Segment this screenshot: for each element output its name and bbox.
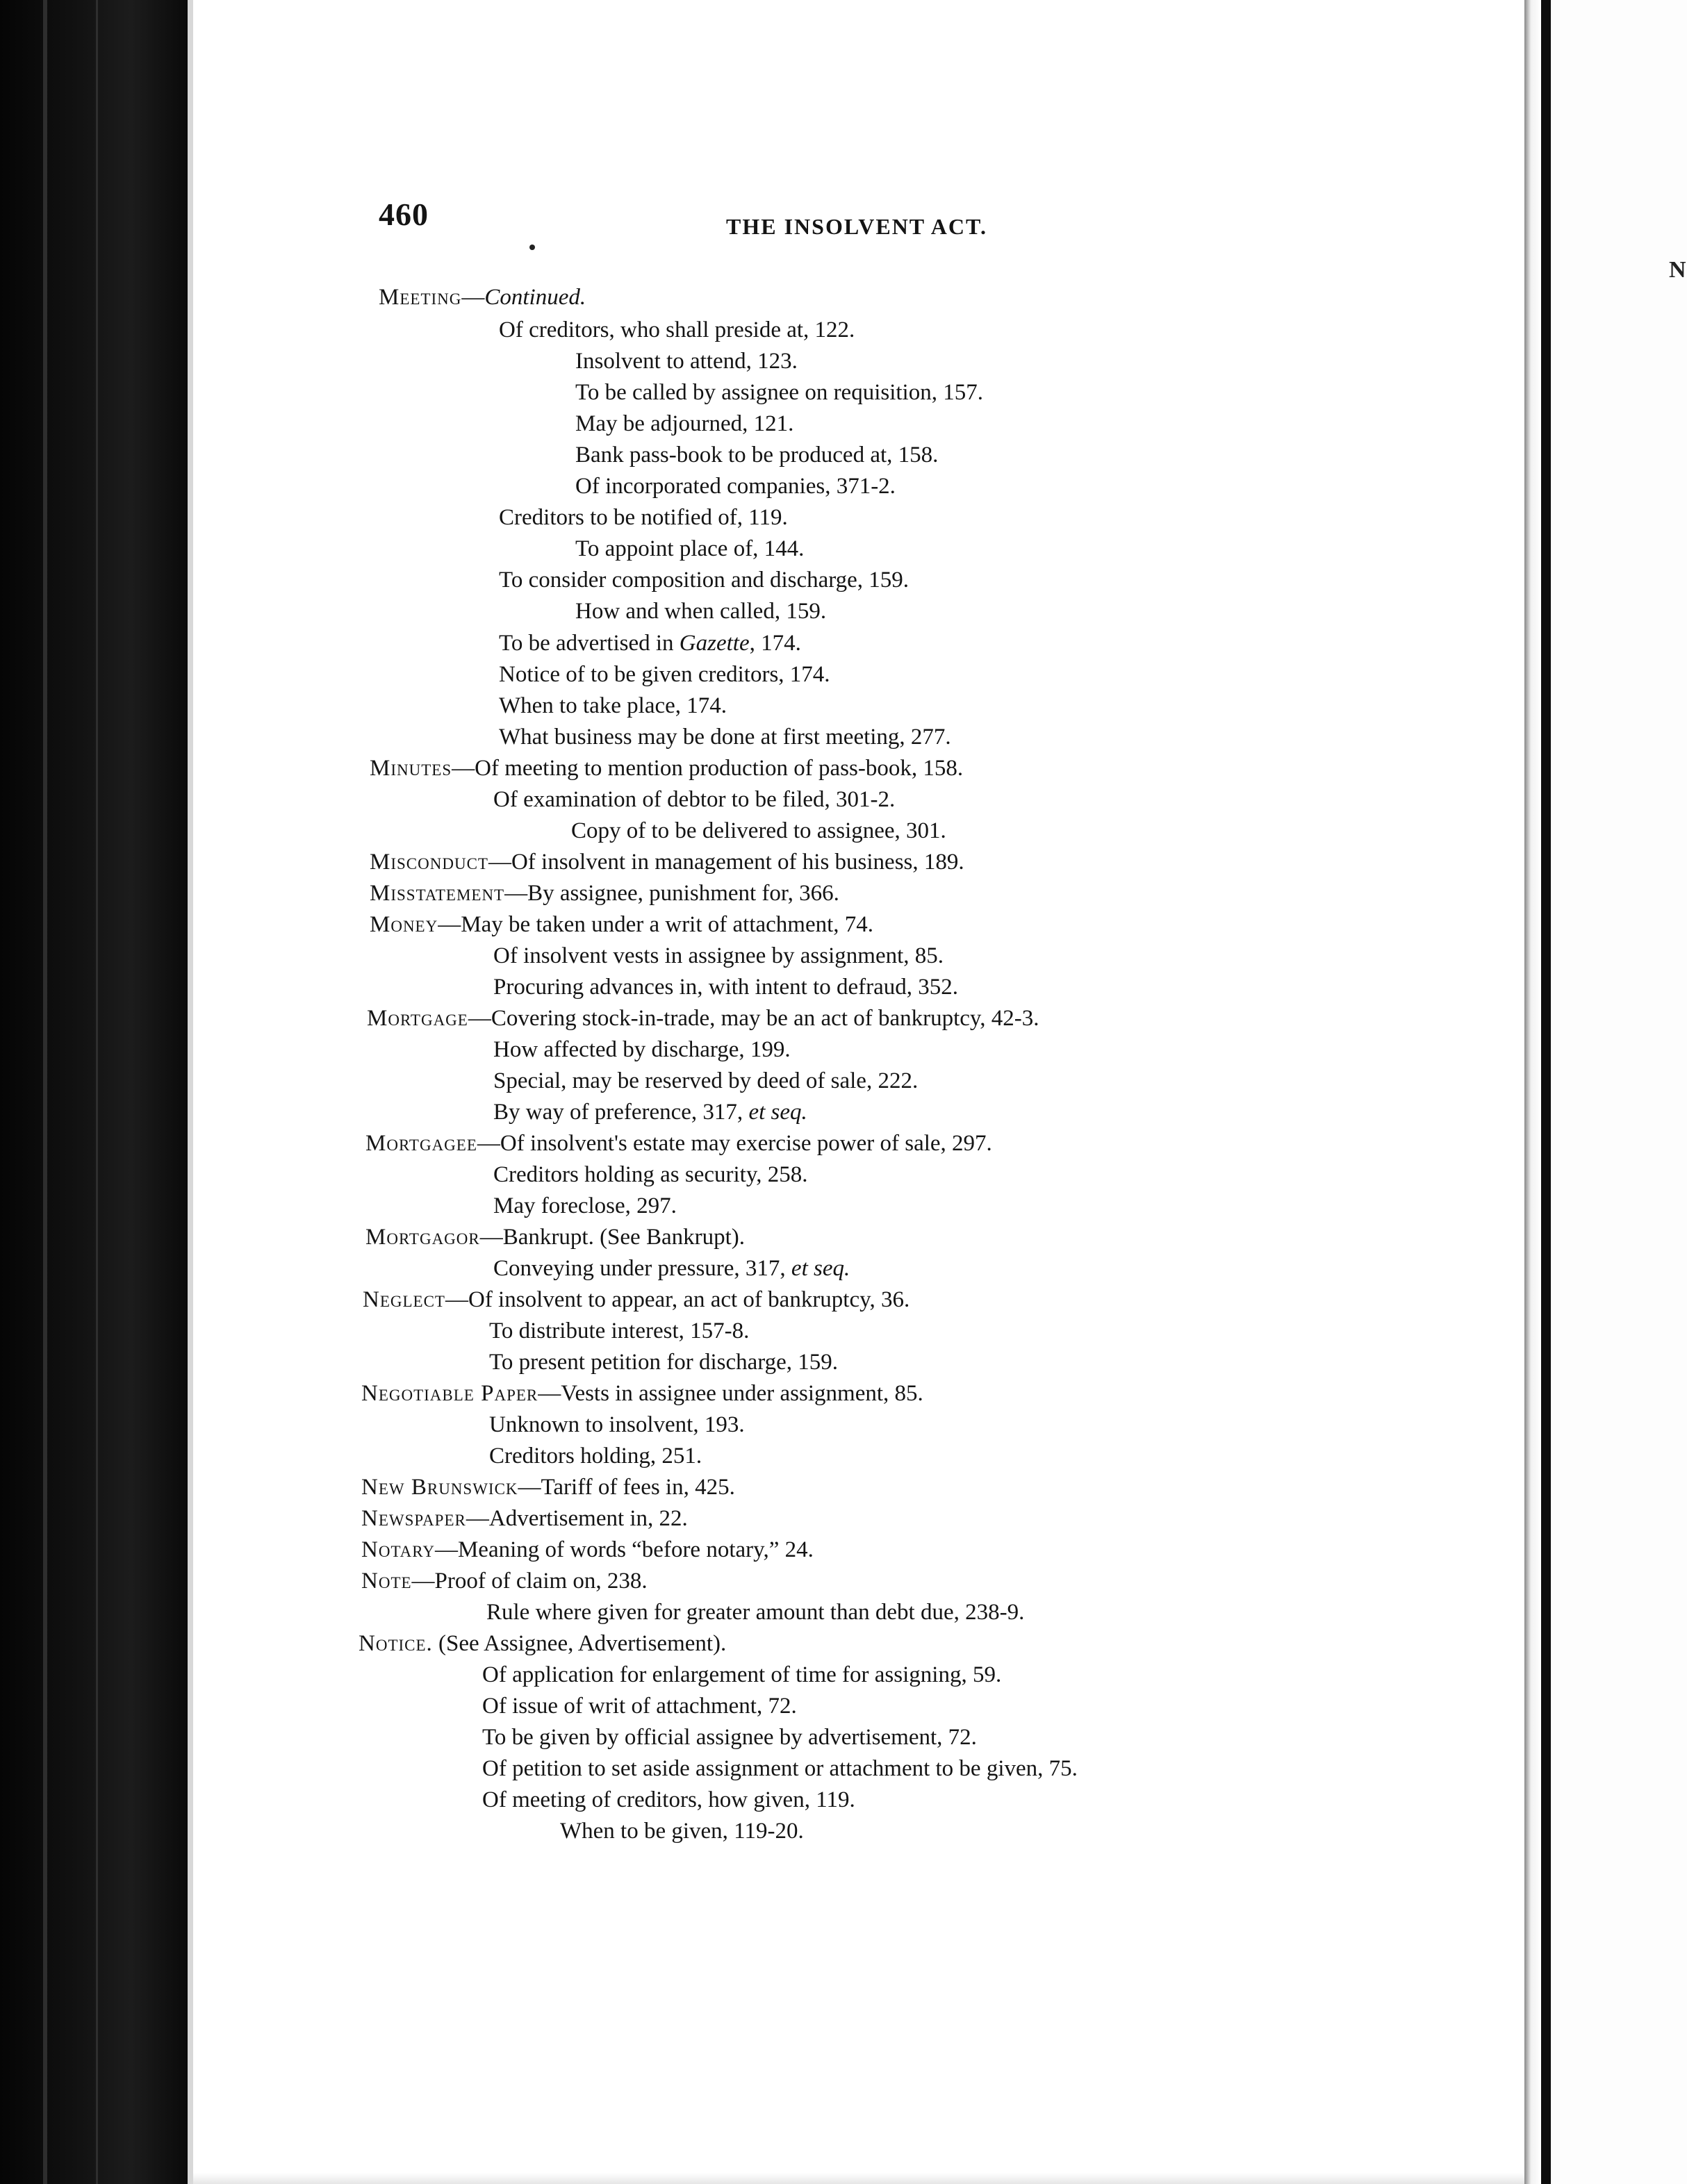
index-text: How and when called, 159. — [575, 599, 827, 624]
facing-page-glyph: N — [1669, 257, 1686, 283]
index-subentry — [489, 1442, 702, 1470]
index-text: Creditors holding as security, 258. — [493, 1162, 808, 1187]
index-heading-line — [367, 1004, 1039, 1032]
index-subentry — [493, 1255, 850, 1282]
page-edge — [188, 0, 193, 2184]
index-text: Notice of to be given creditors, 174. — [499, 662, 830, 687]
page-number: 460 — [379, 197, 429, 232]
index-heading: Mortgage — [367, 1006, 468, 1031]
index-heading: Negotiable Paper — [361, 1381, 538, 1406]
index-text: Creditors holding, 251. — [489, 1443, 702, 1469]
index-text: Of meeting of creditors, how given, 119. — [482, 1787, 855, 1812]
index-text: To be advertised in — [499, 631, 680, 656]
index-text: Insolvent to attend, 123. — [575, 349, 798, 374]
index-heading-line — [379, 283, 586, 311]
index-text: —Tariff of fees in, 425. — [518, 1475, 735, 1500]
index-text: —Meaning of words “before notary,” 24. — [434, 1537, 814, 1562]
book-gutter — [1524, 0, 1541, 2184]
index-italic-text: Continued. — [484, 285, 586, 310]
index-subentry — [482, 1723, 977, 1751]
index-text: When to be given, 119-20. — [560, 1819, 804, 1844]
index-heading-line — [361, 1536, 814, 1564]
index-heading-line — [361, 1473, 735, 1501]
index-subentry — [482, 1755, 1078, 1782]
index-text: Rule where given for greater amount than debt due, 238-9. — [486, 1600, 1025, 1625]
index-text: Procuring advances in, with intent to defraud, 352. — [493, 975, 959, 1000]
index-subentry — [571, 817, 946, 845]
index-heading-line — [370, 848, 964, 876]
index-text: Unknown to insolvent, 193. — [489, 1412, 745, 1437]
index-text: Of creditors, who shall preside at, 122. — [499, 317, 855, 342]
index-heading: Neglect — [363, 1287, 445, 1312]
index-text: May foreclose, 297. — [493, 1193, 677, 1218]
index-heading-line — [361, 1505, 688, 1532]
index-text: When to take place, 174. — [499, 693, 727, 718]
index-subentry — [499, 316, 855, 344]
index-subentry — [489, 1348, 838, 1376]
index-text: — — [461, 285, 485, 310]
index-text: —By assignee, punishment for, 366. — [504, 881, 839, 906]
index-subentry — [482, 1692, 797, 1720]
index-heading-line — [370, 879, 839, 907]
index-subentry — [499, 661, 830, 688]
index-subentry — [493, 1098, 807, 1126]
index-subentry — [482, 1786, 855, 1814]
scan-streak — [43, 0, 47, 2184]
index-text: To present petition for discharge, 159. — [489, 1350, 839, 1375]
index-text: (See Assignee, Advertisement). — [432, 1631, 727, 1656]
index-text: To consider composition and discharge, 159. — [499, 568, 910, 593]
index-text: How affected by discharge, 199. — [493, 1037, 791, 1062]
ink-speck — [529, 245, 535, 250]
index-subentry — [493, 1161, 807, 1189]
index-italic-text: et seq. — [791, 1256, 850, 1281]
index-subentry — [499, 692, 727, 720]
scan-border-left — [0, 0, 188, 2184]
index-heading: Newspaper — [361, 1506, 466, 1531]
index-heading-line — [365, 1130, 992, 1157]
index-text: Of examination of debtor to be filed, 301-2. — [493, 787, 896, 812]
facing-page — [1551, 0, 1687, 2184]
index-subentry — [493, 1036, 791, 1064]
index-text: Conveying under pressure, 317, — [493, 1256, 791, 1281]
index-text: May be adjourned, 121. — [575, 411, 794, 436]
index-heading: Mortgagor — [365, 1225, 480, 1250]
index-text: —Bankrupt. (See Bankrupt). — [479, 1225, 746, 1250]
index-subentry — [499, 566, 909, 594]
index-subentry — [575, 535, 804, 563]
index-heading-line — [365, 1223, 745, 1251]
index-italic-text: et seq. — [748, 1100, 807, 1125]
index-subentry — [489, 1317, 749, 1345]
index-heading-line — [370, 911, 873, 938]
index-heading-line — [370, 754, 963, 782]
index-text: —Proof of claim on, 238. — [411, 1569, 648, 1594]
index-subentry — [493, 1067, 918, 1095]
index-heading: Note — [361, 1569, 412, 1594]
index-subentry — [486, 1598, 1024, 1626]
index-text: Of insolvent vests in assignee by assignment, 85. — [493, 943, 944, 968]
index-text: Copy of to be delivered to assignee, 301. — [571, 818, 946, 843]
index-heading-line — [359, 1630, 726, 1657]
index-subentry — [489, 1411, 745, 1439]
index-text: —Of insolvent in management of his business, 189. — [488, 850, 964, 875]
index-text: To be called by assignee on requisition, 157. — [575, 380, 983, 405]
index-subentry — [493, 1192, 677, 1220]
scan-streak — [96, 0, 98, 2184]
index-text: By way of preference, 317, — [493, 1100, 749, 1125]
index-subentry — [482, 1661, 1001, 1689]
index-text: —Of meeting to mention production of pass-book, 158. — [452, 756, 964, 781]
index-heading-line — [363, 1286, 910, 1314]
index-heading: Misstatement — [370, 881, 505, 906]
index-text: —Of insolvent to appear, an act of bankruptcy, 36. — [445, 1287, 910, 1312]
index-heading: Meeting — [379, 285, 462, 310]
index-heading-line — [361, 1380, 923, 1407]
index-text: To appoint place of, 144. — [575, 536, 805, 561]
index-heading: Money — [370, 912, 438, 937]
index-text: Creditors to be notified of, 119. — [499, 505, 788, 530]
index-text: Special, may be reserved by deed of sale, 222. — [493, 1068, 919, 1093]
index-heading: Mortgagee — [365, 1131, 477, 1156]
index-text: To distribute interest, 157-8. — [489, 1318, 750, 1343]
index-subentry — [493, 942, 944, 970]
index-text: —Covering stock-in-trade, may be an act of bankruptcy, 42-3. — [468, 1006, 1039, 1031]
index-heading: Notice. — [359, 1631, 433, 1656]
index-heading: Minutes — [370, 756, 452, 781]
running-head: THE INSOLVENT ACT. — [726, 214, 987, 239]
index-text: Of issue of writ of attachment, 72. — [482, 1694, 797, 1719]
index-subentry — [575, 410, 793, 438]
index-text: Bank pass-book to be produced at, 158. — [575, 442, 939, 468]
index-heading: Notary — [361, 1537, 435, 1562]
index-text: —Vests in assignee under assignment, 85. — [538, 1381, 923, 1406]
index-text: —May be taken under a writ of attachment, 74. — [438, 912, 874, 937]
index-subentry — [499, 629, 801, 657]
index-text: Of petition to set aside assignment or attachment to be given, 75. — [482, 1756, 1078, 1781]
scan-border-right — [1541, 0, 1551, 2184]
index-subentry — [575, 347, 798, 375]
index-italic-text: Gazette — [679, 631, 750, 656]
index-subentry — [575, 597, 826, 625]
index-subentry — [499, 723, 951, 751]
index-text: —Of insolvent's estate may exercise power of sale, 297. — [477, 1131, 992, 1156]
index-text: Of application for enlargement of time for assigning, 59. — [482, 1662, 1002, 1687]
index-subentry — [499, 504, 788, 531]
index-heading: New Brunswick — [361, 1475, 518, 1500]
index-heading: Misconduct — [370, 850, 488, 875]
index-subentry — [560, 1817, 804, 1845]
index-text: To be given by official assignee by advertisement, 72. — [482, 1725, 977, 1750]
index-subentry — [493, 973, 958, 1001]
page-bottom-edge — [193, 2173, 1524, 2184]
index-text: What business may be done at first meeting, 277. — [499, 725, 951, 750]
index-subentry — [575, 441, 938, 469]
index-text-after: , 174. — [749, 631, 801, 656]
index-heading-line — [361, 1567, 648, 1595]
index-subentry — [575, 472, 896, 500]
index-subentry — [493, 786, 895, 813]
index-text: Of incorporated companies, 371-2. — [575, 474, 896, 499]
index-subentry — [575, 379, 983, 406]
index-text: —Advertisement in, 22. — [466, 1506, 688, 1531]
